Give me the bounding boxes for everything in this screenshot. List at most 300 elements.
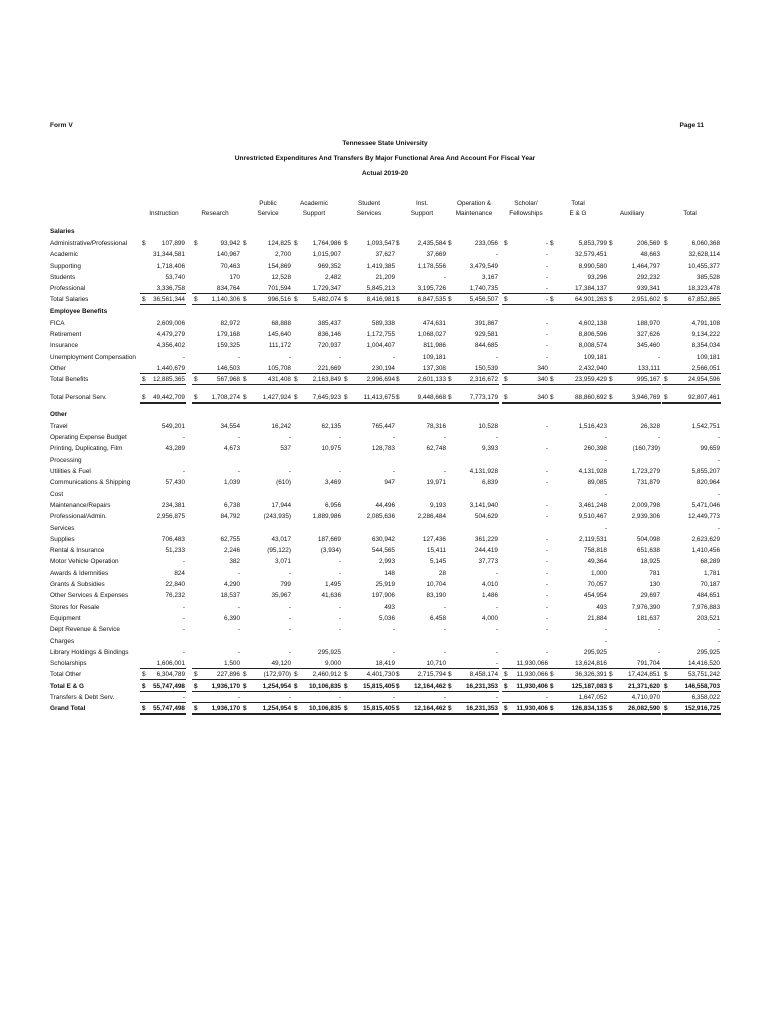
value-cell: 781: [649, 569, 660, 577]
value-cell: -: [392, 468, 395, 476]
value-cell: 10,975: [321, 445, 341, 453]
column-header: Student Services: [356, 200, 382, 217]
dollar-sign: $: [396, 671, 400, 679]
value-cell: -: [495, 353, 498, 361]
value-cell: 7,976,390: [631, 603, 660, 611]
value-cell: 1,718,406: [156, 262, 185, 270]
value-cell: 49,442,709: [153, 393, 185, 401]
value-cell: 24,954,596: [688, 376, 720, 384]
value-cell: 1,419,385: [366, 262, 395, 270]
value-cell: -: [182, 468, 185, 476]
dollar-sign: $: [243, 393, 247, 401]
value-cell: 21,371,620: [628, 682, 660, 690]
value-cell: -: [545, 273, 548, 281]
dollar-sign: $: [142, 671, 146, 679]
dollar-sign: $: [344, 671, 348, 679]
value-cell: 1,093,547: [366, 240, 395, 247]
value-cell: 340: [537, 393, 548, 401]
value-cell: 8,008,574: [578, 342, 607, 350]
value-cell: 1,039: [224, 479, 240, 487]
value-cell: 109,181: [583, 353, 607, 361]
value-cell: 17,424,851: [628, 671, 660, 679]
dollar-sign: $: [294, 682, 298, 690]
value-cell: 549,201: [161, 422, 185, 430]
dollar-sign: $: [448, 705, 452, 713]
value-cell: 62,748: [426, 445, 446, 453]
value-cell: 128,783: [371, 445, 395, 453]
value-cell: 11,930,406: [516, 705, 548, 713]
value-cell: -: [545, 479, 548, 487]
value-cell: -: [495, 251, 498, 259]
value-cell: 731,879: [636, 479, 660, 487]
value-cell: 11,413,675: [363, 393, 395, 401]
row-label: Charges: [50, 637, 75, 645]
value-cell: -: [545, 569, 548, 577]
value-cell: 1,254,954: [262, 705, 291, 713]
value-cell: 109,181: [696, 353, 720, 361]
value-cell: 76,232: [165, 592, 185, 600]
dollar-sign: $: [142, 240, 146, 247]
value-cell: -: [182, 626, 185, 634]
value-cell: 2,951,602: [631, 296, 660, 304]
row-label: Cost: [50, 490, 64, 498]
double-underline: [548, 402, 608, 404]
value-cell: 7,976,883: [691, 603, 720, 611]
value-cell: 2,566,051: [691, 364, 720, 372]
dollar-sign: $: [396, 240, 400, 247]
double-underline: [548, 713, 608, 715]
row-label: Total Benefits: [50, 376, 89, 384]
value-cell: (95,122): [267, 547, 291, 555]
dollar-sign: $: [664, 376, 668, 384]
value-cell: 83,190: [426, 592, 446, 600]
value-cell: 834,764: [216, 285, 240, 293]
value-cell: 133,111: [637, 364, 660, 372]
value-cell: 6,847,535: [417, 296, 446, 304]
value-cell: 1,427,924: [262, 393, 291, 401]
value-cell: -: [237, 569, 240, 577]
double-underline: [607, 402, 661, 404]
dollar-sign: $: [294, 376, 298, 384]
value-cell: 1,464,797: [631, 262, 660, 270]
dollar-sign: $: [396, 682, 400, 690]
value-cell: -: [545, 353, 548, 361]
value-cell: 2,316,672: [469, 376, 498, 384]
column-header: Total: [683, 210, 697, 217]
row-label: Total Salaries: [50, 296, 89, 304]
value-cell: 2,085,636: [366, 513, 395, 521]
value-cell: 969,352: [317, 262, 341, 270]
value-cell: -: [338, 693, 341, 701]
dollar-sign: $: [609, 393, 613, 401]
value-cell: 1,178,556: [417, 262, 446, 270]
value-cell: 9,134,222: [691, 331, 720, 339]
value-cell: 6,304,789: [156, 671, 185, 679]
value-cell: 4,673: [224, 445, 240, 453]
value-cell: 391,867: [474, 319, 498, 327]
dollar-sign: $: [448, 296, 452, 304]
value-cell: -: [545, 422, 548, 430]
value-cell: 126,834,135: [571, 705, 607, 713]
dollar-sign: $: [396, 296, 400, 304]
value-cell: 6,738: [224, 501, 240, 509]
value-cell: 197,906: [371, 592, 395, 600]
value-cell: 3,461,248: [578, 501, 607, 509]
value-cell: 3,469: [325, 479, 341, 487]
value-cell: 5,855,207: [691, 468, 720, 476]
value-cell: -: [443, 468, 446, 476]
value-cell: 5,145: [430, 558, 446, 566]
value-cell: 9,448,668: [417, 393, 446, 401]
row-label: Employee Benefits: [50, 307, 108, 315]
value-cell: -: [288, 353, 291, 361]
value-cell: 88,860,692: [575, 393, 607, 401]
value-cell: 295,925: [696, 648, 720, 656]
column-header: Auxiliary: [619, 210, 645, 217]
value-cell: 1,740,735: [469, 285, 498, 293]
value-cell: 292,232: [636, 273, 660, 281]
value-cell: 3,071: [275, 558, 291, 566]
row-label: Transfers & Debt Serv.: [50, 693, 115, 701]
value-cell: -: [288, 569, 291, 577]
value-cell: 34,554: [220, 422, 240, 430]
value-cell: -: [237, 468, 240, 476]
dollar-sign: $: [194, 682, 198, 690]
value-cell: 93,942: [220, 240, 240, 247]
value-cell: 10,710: [426, 660, 446, 668]
value-cell: 2,956,875: [156, 513, 185, 521]
value-cell: (610): [276, 479, 291, 487]
value-cell: 1,004,407: [366, 342, 395, 350]
value-cell: 6,458: [430, 614, 446, 622]
dollar-sign: $: [142, 682, 146, 690]
value-cell: 145,640: [267, 331, 291, 339]
value-cell: 10,106,835: [309, 682, 341, 690]
dollar-sign: $: [194, 296, 198, 304]
value-cell: -: [604, 434, 607, 442]
value-cell: 18,537: [220, 592, 240, 600]
value-cell: -: [443, 434, 446, 442]
dollar-sign: $: [142, 296, 146, 304]
dollar-sign: $: [550, 240, 554, 247]
value-cell: 51,233: [165, 547, 185, 555]
value-cell: -: [392, 648, 395, 656]
value-cell: 154,869: [267, 262, 291, 270]
value-cell: -: [545, 603, 548, 611]
row-label: Salaries: [50, 228, 75, 235]
value-cell: 8,354,034: [691, 342, 720, 350]
value-cell: 233,056: [474, 240, 498, 247]
value-cell: 140,967: [216, 251, 240, 259]
value-cell: 43,289: [165, 445, 185, 453]
value-cell: 720,937: [317, 342, 341, 350]
value-cell: -: [443, 273, 446, 281]
value-cell: 4,401,730: [366, 671, 395, 679]
value-cell: 2,009,798: [631, 501, 660, 509]
dollar-sign: $: [344, 376, 348, 384]
value-cell: 2,939,306: [631, 513, 660, 521]
report-title-period: Actual 2019-20: [361, 170, 409, 177]
value-cell: 32,628,114: [688, 251, 720, 259]
value-cell: 1,889,986: [312, 513, 341, 521]
value-cell: -: [288, 626, 291, 634]
value-cell: -: [545, 558, 548, 566]
value-cell: -: [182, 434, 185, 442]
value-cell: 18,419: [375, 660, 395, 668]
value-cell: 62,755: [220, 535, 240, 543]
value-cell: 4,000: [482, 614, 498, 622]
value-cell: 12,885,365: [153, 376, 185, 384]
value-cell: -: [545, 513, 548, 521]
value-cell: 206,569: [636, 240, 660, 247]
dollar-sign: $: [344, 682, 348, 690]
value-cell: -: [338, 614, 341, 622]
value-cell: 109,181: [422, 353, 446, 361]
value-cell: 43,017: [271, 535, 291, 543]
value-cell: 340: [537, 376, 548, 384]
double-underline: [607, 713, 661, 715]
value-cell: 939,341: [636, 285, 660, 293]
value-cell: 12,528: [271, 273, 291, 281]
value-cell: -: [717, 434, 720, 442]
dollar-sign: $: [664, 682, 668, 690]
value-cell: 1,708,274: [211, 393, 240, 401]
value-cell: 9,393: [482, 445, 498, 453]
value-cell: -: [338, 569, 341, 577]
value-cell: 4,131,928: [578, 468, 607, 476]
value-cell: 1,015,907: [312, 251, 341, 259]
value-cell: 12,449,773: [688, 513, 720, 521]
value-cell: 17,384,137: [575, 285, 607, 293]
dollar-sign: $: [448, 682, 452, 690]
row-label: Supplies: [50, 535, 75, 543]
value-cell: 1,606,001: [156, 660, 185, 668]
value-cell: 504,098: [636, 535, 660, 543]
column-header: Total E & G: [569, 200, 587, 217]
value-cell: 23,959,429: [575, 376, 607, 384]
row-label: Grants & Subsidies: [50, 581, 105, 589]
value-cell: 701,594: [267, 285, 291, 293]
value-cell: 26,328: [640, 422, 660, 430]
value-cell: 67,852,865: [688, 296, 720, 304]
value-cell: -: [545, 614, 548, 622]
value-cell: -: [545, 285, 548, 293]
value-cell: 159,325: [216, 342, 240, 350]
value-cell: 146,503: [216, 364, 240, 372]
value-cell: 630,942: [371, 535, 395, 543]
value-cell: -: [545, 468, 548, 476]
dollar-sign: $: [294, 705, 298, 713]
value-cell: -: [545, 262, 548, 270]
dollar-sign: $: [243, 682, 247, 690]
value-cell: -: [495, 660, 498, 668]
value-cell: 17,944: [271, 501, 291, 509]
value-cell: -: [338, 626, 341, 634]
dollar-sign: $: [194, 393, 198, 401]
value-cell: -: [545, 296, 548, 304]
value-cell: 49,120: [271, 660, 291, 668]
value-cell: 6,839: [482, 479, 498, 487]
dollar-sign: $: [448, 376, 452, 384]
value-cell: 947: [384, 479, 395, 487]
value-cell: 4,356,402: [156, 342, 185, 350]
dollar-sign: $: [609, 296, 613, 304]
value-cell: 53,740: [165, 273, 185, 281]
value-cell: 234,381: [161, 501, 185, 509]
dollar-sign: $: [344, 393, 348, 401]
row-label: Administrative/Professional: [50, 240, 128, 247]
value-cell: 8,990,580: [578, 262, 607, 270]
value-cell: 765,447: [371, 422, 395, 430]
underline: [607, 304, 661, 305]
row-label: Maintenance/Repairs: [50, 501, 111, 509]
value-cell: 37,669: [426, 251, 446, 259]
underline: [607, 384, 661, 385]
value-cell: 105,708: [267, 364, 291, 372]
value-cell: 125,187,083: [571, 682, 607, 690]
value-cell: 148: [384, 569, 395, 577]
value-cell: -: [443, 693, 446, 701]
value-cell: -: [495, 626, 498, 634]
row-label: Total E & G: [50, 682, 84, 690]
value-cell: -: [545, 547, 548, 555]
value-cell: -: [182, 353, 185, 361]
dollar-sign: $: [396, 393, 400, 401]
value-cell: 4,791,108: [691, 319, 720, 327]
dollar-sign: $: [194, 240, 198, 247]
value-cell: 48,663: [640, 251, 660, 259]
value-cell: 1,486: [482, 592, 498, 600]
dollar-sign: $: [609, 376, 613, 384]
dollar-sign: $: [550, 296, 554, 304]
value-cell: 11,930,066: [516, 671, 548, 679]
dollar-sign: $: [664, 393, 668, 401]
value-cell: -: [443, 603, 446, 611]
value-cell: 13,624,816: [575, 660, 607, 668]
value-cell: -: [604, 456, 607, 464]
value-cell: -: [604, 637, 607, 645]
value-cell: 28: [438, 569, 446, 577]
value-cell: 2,460,912: [312, 671, 341, 679]
value-cell: 1,729,347: [312, 285, 341, 293]
value-cell: 1,542,751: [691, 422, 720, 430]
row-label: Services: [50, 524, 75, 532]
value-cell: 8,416,981: [366, 296, 395, 304]
row-label: Students: [50, 273, 76, 281]
dollar-sign: $: [142, 393, 146, 401]
value-cell: -: [495, 569, 498, 577]
value-cell: 57,430: [165, 479, 185, 487]
value-cell: 15,815,405: [363, 705, 395, 713]
value-cell: -: [717, 490, 720, 498]
value-cell: 70,463: [220, 262, 240, 270]
value-cell: -: [717, 626, 720, 634]
value-cell: 11,930,066: [516, 660, 548, 668]
value-cell: 340: [537, 364, 548, 372]
value-cell: 1,410,456: [691, 547, 720, 555]
value-cell: 230,194: [371, 364, 395, 372]
value-cell: 9,193: [430, 501, 446, 509]
value-cell: 484,651: [696, 592, 720, 600]
dollar-sign: $: [504, 705, 508, 713]
value-cell: 345,460: [636, 342, 660, 350]
value-cell: 4,290: [224, 581, 240, 589]
value-cell: -: [495, 434, 498, 442]
row-label: Travel: [50, 422, 68, 430]
dollar-sign: $: [194, 671, 198, 679]
value-cell: 791,704: [636, 660, 660, 668]
column-header: Research: [201, 210, 229, 217]
row-label: Total Personal Serv.: [50, 393, 107, 401]
value-cell: 2,601,133: [417, 376, 446, 384]
value-cell: 361,229: [474, 535, 498, 543]
value-cell: (3,934): [320, 547, 341, 555]
column-header: Operation & Maintenance: [455, 200, 493, 217]
value-cell: 758,818: [583, 547, 607, 555]
dollar-sign: $: [344, 240, 348, 247]
value-cell: 146,558,703: [684, 682, 720, 690]
double-underline: [502, 713, 549, 715]
dollar-sign: $: [664, 296, 668, 304]
value-cell: 12,164,462: [414, 682, 446, 690]
value-cell: 49,364: [587, 558, 607, 566]
value-cell: -: [545, 592, 548, 600]
value-cell: 1,068,027: [417, 331, 446, 339]
row-label: Stores for Resale: [50, 603, 100, 611]
value-cell: 1,723,279: [631, 468, 660, 476]
value-cell: 78,316: [426, 422, 446, 430]
value-cell: 382: [229, 558, 240, 566]
dollar-sign: $: [504, 240, 508, 247]
dollar-sign: $: [504, 296, 508, 304]
value-cell: 15,815,405: [363, 682, 395, 690]
value-cell: 1,254,954: [262, 682, 291, 690]
value-cell: 170: [229, 273, 240, 281]
dollar-sign: $: [448, 240, 452, 247]
row-label: Other: [50, 364, 66, 372]
value-cell: 824: [174, 569, 185, 577]
value-cell: -: [657, 434, 660, 442]
value-cell: 152,916,725: [684, 705, 720, 713]
value-cell: 25,919: [375, 581, 395, 589]
value-cell: 16,231,353: [466, 705, 498, 713]
underline: [502, 304, 549, 305]
value-cell: 6,956: [325, 501, 341, 509]
dollar-sign: $: [550, 393, 554, 401]
value-cell: 1,500: [224, 660, 240, 668]
value-cell: 1,140,306: [211, 296, 240, 304]
dollar-sign: $: [609, 240, 613, 247]
value-cell: 295,925: [317, 648, 341, 656]
value-cell: (243,935): [263, 513, 291, 521]
value-cell: 5,036: [379, 614, 395, 622]
value-cell: -: [182, 558, 185, 566]
value-cell: 55,747,498: [153, 682, 185, 690]
value-cell: -: [545, 240, 548, 247]
value-cell: -: [545, 626, 548, 634]
value-cell: 84,792: [220, 513, 240, 521]
value-cell: 1,440,679: [156, 364, 185, 372]
dollar-sign: $: [664, 240, 668, 247]
value-cell: 10,704: [426, 581, 446, 589]
value-cell: 836,146: [317, 331, 341, 339]
value-cell: 589,338: [371, 319, 395, 327]
value-cell: -: [288, 434, 291, 442]
dollar-sign: $: [142, 376, 146, 384]
dollar-sign: $: [550, 682, 554, 690]
value-cell: -: [182, 693, 185, 701]
row-label: Unemployment Compensation: [50, 353, 136, 361]
